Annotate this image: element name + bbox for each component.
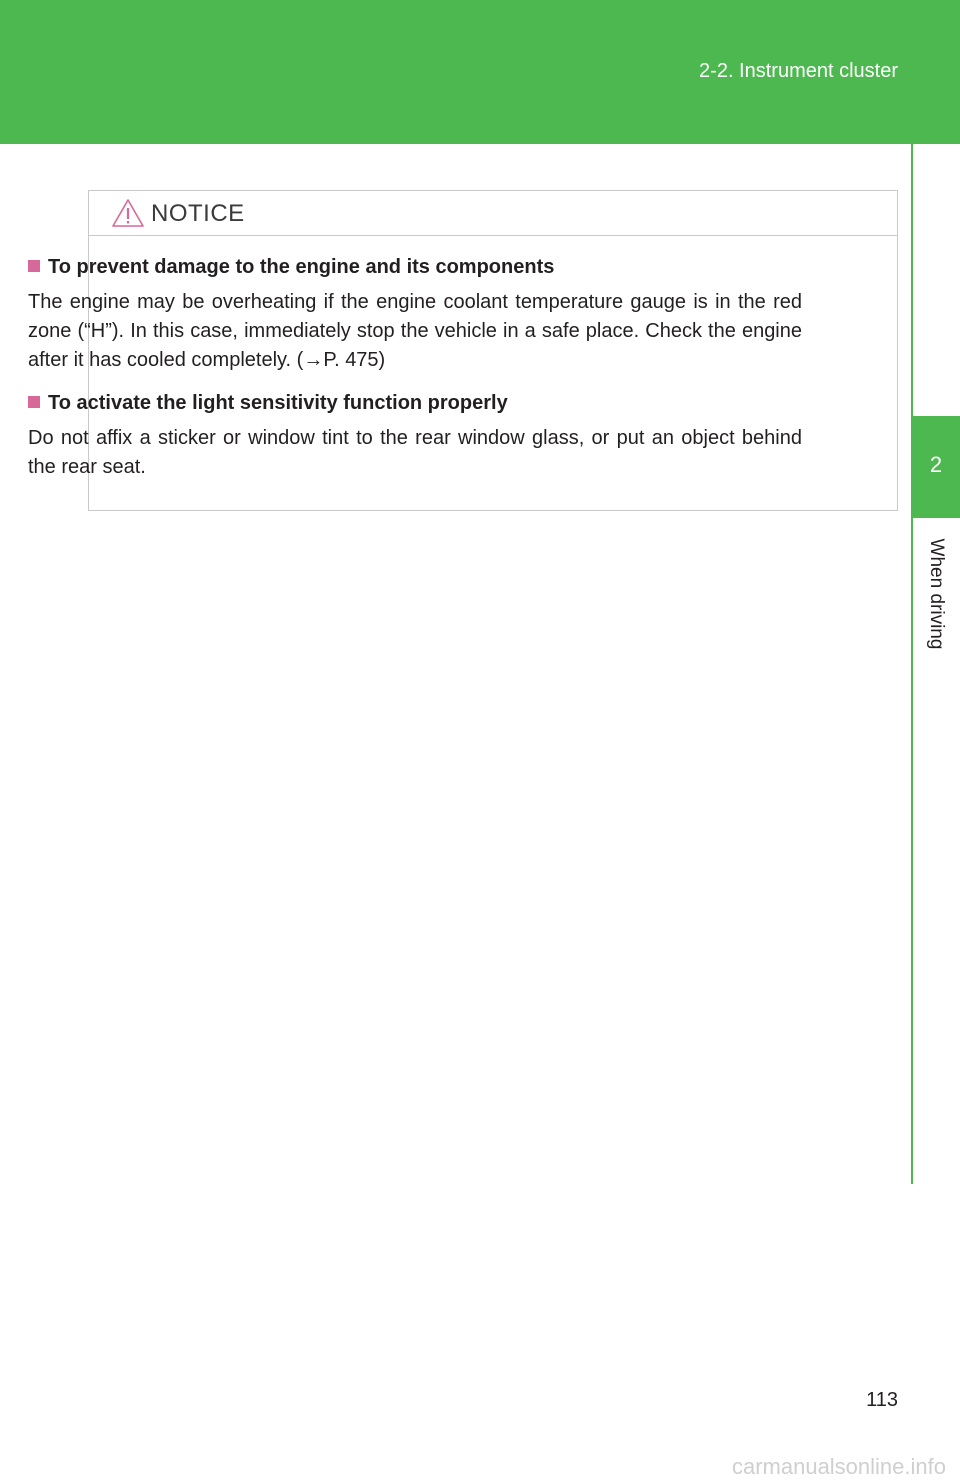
notice-item-body: Do not affix a sticker or window tint to the rear window glass, or put an object behind the rear seat. xyxy=(28,427,802,478)
square-bullet-icon xyxy=(28,396,40,408)
notice-item-body: The engine may be overheating if the engine coolant temperature gauge is in the red zone (“H”). In this case, immediately stop the vehicle in a safe place. Check the engine after it has cooled completely. (→P. 475) xyxy=(28,291,802,371)
notice-header xyxy=(89,191,897,236)
header-band xyxy=(0,0,960,144)
watermark: carmanualsonline.info xyxy=(731,1454,946,1479)
section-title: 2-2. Instrument cluster xyxy=(699,60,898,82)
notice-item xyxy=(20,256,802,375)
square-bullet-icon xyxy=(28,260,40,272)
notice-item xyxy=(20,392,802,482)
warning-triangle-icon xyxy=(111,197,145,229)
notice-item-heading xyxy=(20,392,802,415)
notice-item-heading-text: To prevent damage to the engine and its components xyxy=(48,256,555,278)
notice-item-heading-text: To activate the light sensitivity function properly xyxy=(48,392,508,414)
chapter-label: When driving xyxy=(926,538,947,650)
notice-title: NOTICE xyxy=(151,200,245,227)
chapter-tab xyxy=(912,416,960,518)
side-rule xyxy=(911,144,913,1184)
notice-item-heading xyxy=(20,256,802,279)
chapter-number: 2 xyxy=(929,452,943,477)
page-number: 113 xyxy=(866,1389,898,1411)
